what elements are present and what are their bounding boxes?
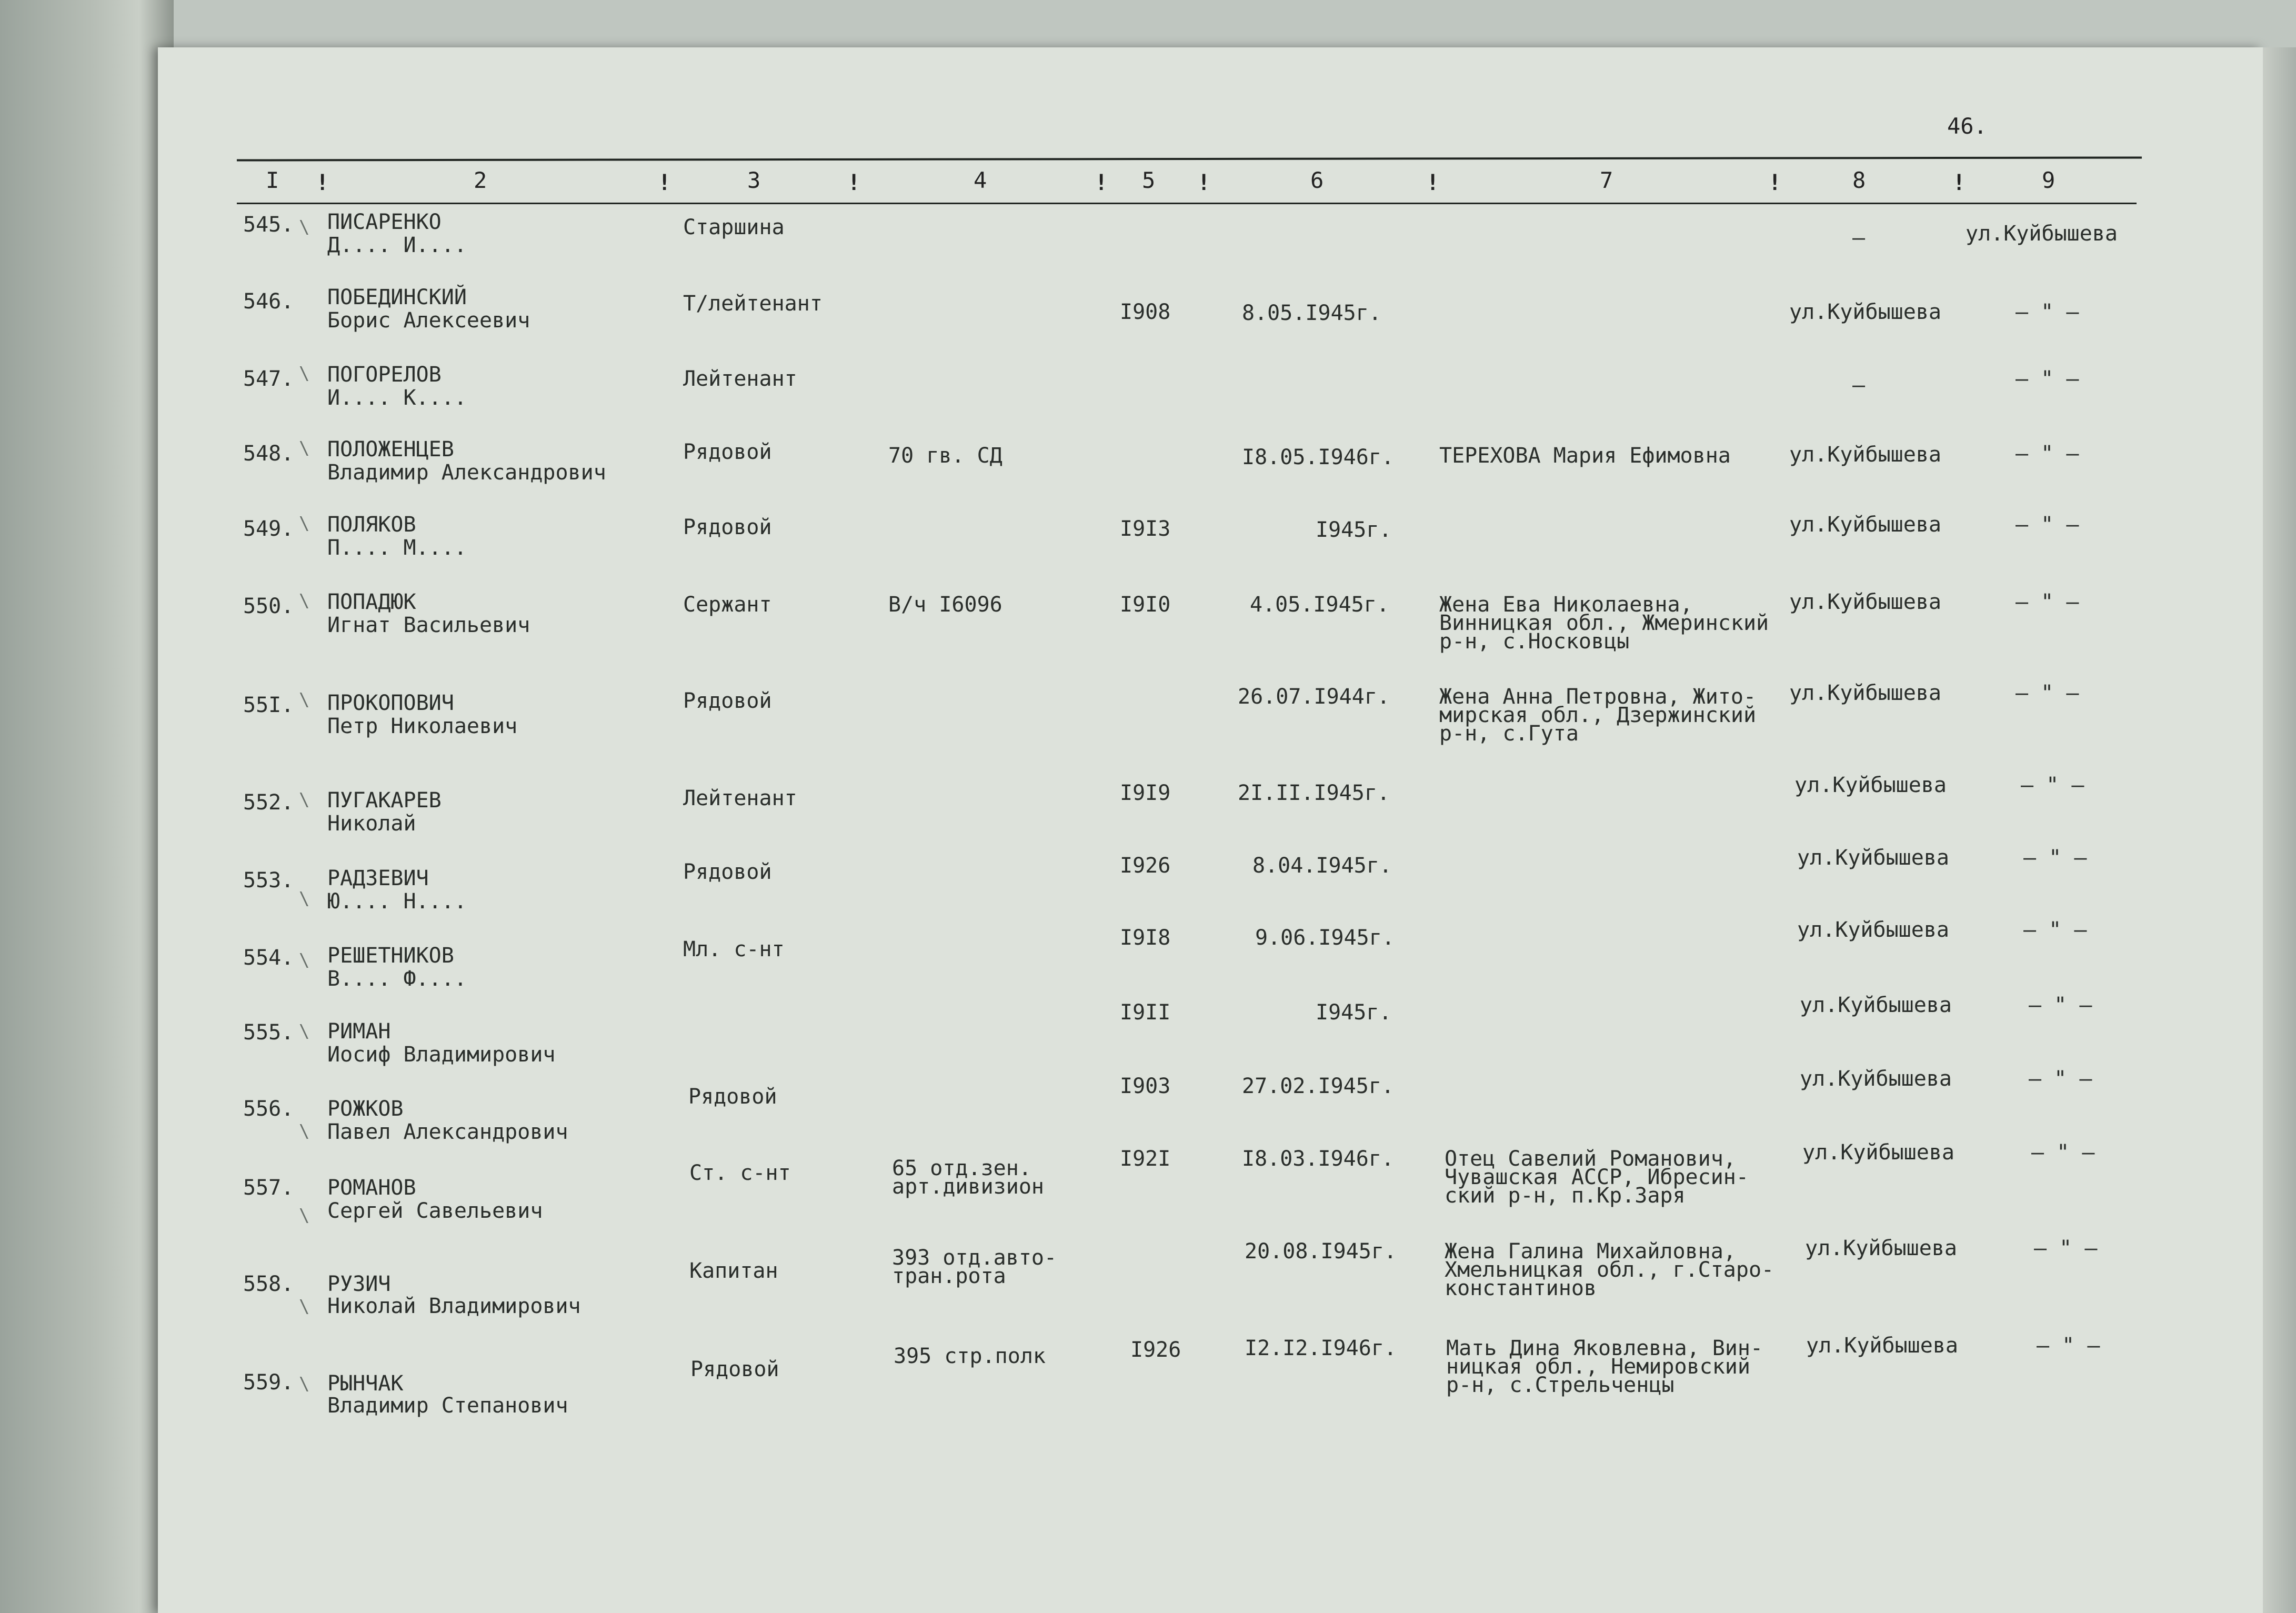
rank: Старшина: [683, 215, 785, 239]
row-number: 550.: [243, 594, 294, 618]
row-number: 555.: [243, 1020, 294, 1045]
birth-year: I926: [1130, 1338, 1181, 1362]
burial-street: – " –: [2016, 590, 2079, 614]
given-name: Иосиф Владимирович: [327, 1043, 556, 1067]
row-number: 548.: [243, 442, 294, 466]
surname: РУЗИЧ: [327, 1272, 391, 1296]
row-number: 554.: [243, 946, 294, 970]
given-name: И.... К....: [327, 386, 467, 410]
check-mark-icon: \: [299, 1121, 310, 1142]
grave-location: ул.Куйбышева: [1794, 773, 1947, 797]
given-name: Ю.... Н....: [327, 889, 467, 914]
burial-street: – " –: [2016, 300, 2079, 324]
header-separator: !: [658, 169, 671, 195]
death-date: 20.08.I945г.: [1245, 1239, 1397, 1264]
header-col-1: I: [266, 167, 279, 193]
grave-location: ул.Куйбышева: [1806, 1334, 1958, 1358]
page-edge: [2263, 47, 2296, 1613]
grave-location: ул.Куйбышева: [1800, 1067, 1952, 1091]
burial-street: – " –: [2029, 1067, 2092, 1091]
given-name: Владимир Александрович: [327, 460, 606, 485]
rank: Капитан: [689, 1259, 778, 1283]
surname: РЕШЕТНИКОВ: [327, 944, 454, 968]
burial-street: – " –: [2016, 442, 2079, 466]
military-unit: 395 стр.полк: [894, 1344, 1046, 1368]
birth-year: I9I8: [1120, 926, 1171, 950]
relative-info: ТЕРЕХОВА Мария Ефимовна: [1439, 444, 1731, 468]
relative-info: Мать Дина Яковлевна, Вин-: [1446, 1336, 1763, 1360]
death-date: I8.05.I946г.: [1242, 445, 1394, 469]
burial-street: – " –: [2023, 918, 2087, 942]
rank: Т/лейтенант: [683, 292, 823, 316]
check-mark-icon: \: [299, 217, 310, 238]
surname: ПОБЕДИНСКИЙ: [327, 285, 467, 309]
row-number: 55I.: [243, 693, 294, 717]
given-name: Борис Алексеевич: [327, 308, 530, 333]
check-mark-icon: \: [299, 363, 310, 384]
grave-location: ул.Куйбышева: [1789, 300, 1941, 324]
check-mark-icon: \: [299, 1021, 310, 1042]
grave-location: ул.Куйбышева: [1789, 590, 1941, 614]
header-separator: !: [1426, 169, 1440, 195]
rank: Лейтенант: [683, 367, 797, 391]
surname: РАДЗЕВИЧ: [327, 866, 429, 890]
given-name: Владимир Степанович: [327, 1394, 568, 1418]
given-name: П.... М....: [327, 536, 467, 560]
relative-info: мирская обл., Дзержинский: [1439, 703, 1757, 727]
birth-year: I92I: [1120, 1147, 1171, 1171]
burial-street: – " –: [2016, 513, 2079, 537]
grave-location: –: [1852, 373, 1866, 397]
header-col-3: 3: [747, 167, 761, 193]
surname: ПОЛОЖЕНЦЕВ: [327, 437, 454, 462]
birth-year: I9I3: [1120, 517, 1171, 541]
rank: Рядовой: [690, 1357, 779, 1381]
rank: Сержант: [683, 593, 772, 617]
header-rule-bottom: [237, 203, 2137, 204]
burial-street: – " –: [2034, 1236, 2098, 1260]
death-date: I2.I2.I946г.: [1245, 1336, 1397, 1360]
death-date: I8.03.I946г.: [1242, 1147, 1394, 1171]
header-col-4: 4: [974, 167, 987, 193]
check-mark-icon: \: [299, 513, 310, 534]
relative-info: Жена Ева Николаевна,: [1439, 593, 1693, 617]
row-number: 558.: [243, 1272, 294, 1296]
grave-location: ул.Куйбышева: [1789, 681, 1941, 705]
death-date: 4.05.I945г.: [1250, 593, 1389, 617]
burial-street: – " –: [2037, 1334, 2100, 1358]
surname: РЫНЧАК: [327, 1371, 404, 1396]
relative-info: р-н, с.Стрельченцы: [1446, 1373, 1675, 1397]
row-number: 547.: [243, 367, 294, 391]
header-separator: !: [1095, 169, 1108, 195]
header-separator: !: [316, 169, 329, 195]
document-page: [158, 47, 2263, 1613]
relative-info: р-н, с.Носковцы: [1439, 629, 1630, 654]
surname: РОМАНОВ: [327, 1176, 416, 1200]
death-date: 26.07.I944г.: [1238, 685, 1390, 709]
header-separator: !: [847, 169, 861, 195]
surname: ПОГОРЕЛОВ: [327, 363, 442, 387]
grave-location: ул.Куйбышева: [1797, 846, 1949, 870]
rank: Рядовой: [683, 515, 772, 539]
grave-location: ул.Куйбышева: [1789, 513, 1941, 537]
burial-street: – " –: [2016, 367, 2079, 391]
relative-info: ский р-н, п.Кр.Заря: [1445, 1184, 1686, 1208]
header-col-9: 9: [2042, 167, 2056, 193]
surname: ПИСАРЕНКО: [327, 210, 442, 234]
death-date: 27.02.I945г.: [1242, 1074, 1394, 1098]
surname: РОЖКОВ: [327, 1097, 404, 1121]
surname: ПОПАДЮК: [327, 590, 416, 614]
check-mark-icon: \: [299, 438, 310, 459]
check-mark-icon: \: [299, 950, 310, 971]
header-col-6: 6: [1310, 167, 1324, 193]
row-number: 559.: [243, 1370, 294, 1395]
given-name: Николай Владимирович: [327, 1294, 581, 1318]
row-number: 557.: [243, 1176, 294, 1200]
relative-info: Винницкая обл., Жмеринский: [1439, 611, 1769, 635]
birth-year: I9I0: [1120, 593, 1171, 617]
relative-info: Хмельницкая обл., г.Старо-: [1445, 1258, 1774, 1282]
military-unit: тран.рота: [892, 1264, 1006, 1288]
header-col-8: 8: [1852, 167, 1866, 193]
military-unit: арт.дивизион: [892, 1175, 1044, 1199]
grave-location: ул.Куйбышева: [1797, 918, 1949, 942]
rank: Мл. с-нт: [683, 937, 785, 961]
death-date: 8.05.I945г.: [1242, 301, 1381, 325]
given-name: В.... Ф....: [327, 967, 467, 991]
rank: Рядовой: [683, 689, 772, 713]
rank: Ст. с-нт: [689, 1161, 791, 1185]
burial-street: – " –: [2029, 993, 2092, 1017]
military-unit: В/ч I6096: [888, 593, 1002, 617]
surname: ПРОКОПОВИЧ: [327, 691, 454, 715]
grave-location: ул.Куйбышева: [1800, 993, 1952, 1017]
given-name: Д.... И....: [327, 233, 467, 257]
military-unit: 393 отд.авто-: [892, 1246, 1057, 1270]
row-number: 552.: [243, 790, 294, 815]
page-number: 46.: [1947, 113, 1987, 139]
birth-year: I9II: [1120, 1000, 1171, 1025]
book-spine: [0, 0, 174, 1613]
row-number: 556.: [243, 1097, 294, 1121]
burial-street: – " –: [2016, 681, 2079, 705]
military-unit: 70 гв. СД: [888, 444, 1002, 468]
header-separator: !: [1197, 169, 1211, 195]
rank: Рядовой: [683, 440, 772, 464]
check-mark-icon: \: [299, 1296, 310, 1317]
row-number: 549.: [243, 517, 294, 541]
military-unit: 65 отд.зен.: [892, 1156, 1031, 1180]
grave-location: ул.Куйбышева: [1789, 443, 1941, 467]
burial-street: – " –: [2031, 1140, 2095, 1165]
row-number: 545.: [243, 213, 294, 237]
death-date: 2I.II.I945г.: [1238, 781, 1390, 805]
given-name: Сергей Савельевич: [327, 1199, 543, 1223]
burial-street: ул.Куйбышева: [1966, 222, 2118, 246]
header-separator: !: [1768, 169, 1782, 195]
burial-street: – " –: [2021, 773, 2084, 797]
birth-year: I926: [1120, 854, 1171, 878]
burial-street: – " –: [2023, 846, 2087, 870]
relative-info: константинов: [1445, 1276, 1597, 1300]
relative-info: Жена Анна Петровна, Жито-: [1439, 685, 1757, 709]
birth-year: I908: [1120, 300, 1171, 324]
given-name: Игнат Васильевич: [327, 613, 530, 637]
row-number: 546.: [243, 289, 294, 314]
rank: Рядовой: [688, 1085, 777, 1109]
given-name: Павел Александрович: [327, 1120, 568, 1144]
header-col-5: 5: [1142, 167, 1156, 193]
check-mark-icon: \: [299, 1374, 310, 1395]
birth-year: I903: [1120, 1074, 1171, 1098]
relative-info: Отец Савелий Романович,: [1445, 1147, 1736, 1171]
check-mark-icon: \: [299, 1205, 310, 1226]
header-separator: !: [1952, 169, 1966, 195]
header-col-2: 2: [474, 167, 487, 193]
grave-location: ул.Куйбышева: [1805, 1236, 1957, 1260]
header-col-7: 7: [1600, 167, 1613, 193]
death-date: 8.04.I945г.: [1252, 854, 1392, 878]
check-mark-icon: \: [299, 789, 310, 810]
death-date: I945г.: [1316, 518, 1392, 542]
surname: ПУГАКАРЕВ: [327, 788, 442, 813]
surname: ПОЛЯКОВ: [327, 513, 416, 537]
check-mark-icon: \: [299, 888, 310, 909]
check-mark-icon: \: [299, 590, 310, 612]
check-mark-icon: \: [299, 689, 310, 710]
relative-info: Жена Галина Михайловна,: [1445, 1239, 1736, 1264]
grave-location: –: [1852, 226, 1866, 250]
relative-info: р-н, с.Гута: [1439, 722, 1579, 746]
birth-year: I9I9: [1120, 781, 1171, 805]
rank: Лейтенант: [683, 786, 797, 810]
death-date: I945г.: [1316, 1000, 1392, 1025]
row-number: 553.: [243, 868, 294, 893]
given-name: Петр Николаевич: [327, 714, 518, 738]
relative-info: Чувашская АССР, Ибресин-: [1445, 1165, 1749, 1189]
death-date: 9.06.I945г.: [1255, 926, 1395, 950]
relative-info: ницкая обл., Немировский: [1446, 1355, 1750, 1379]
surname: РИМАН: [327, 1019, 391, 1044]
given-name: Николай: [327, 811, 416, 836]
rank: Рядовой: [683, 860, 772, 884]
grave-location: ул.Куйбышева: [1802, 1140, 1954, 1165]
